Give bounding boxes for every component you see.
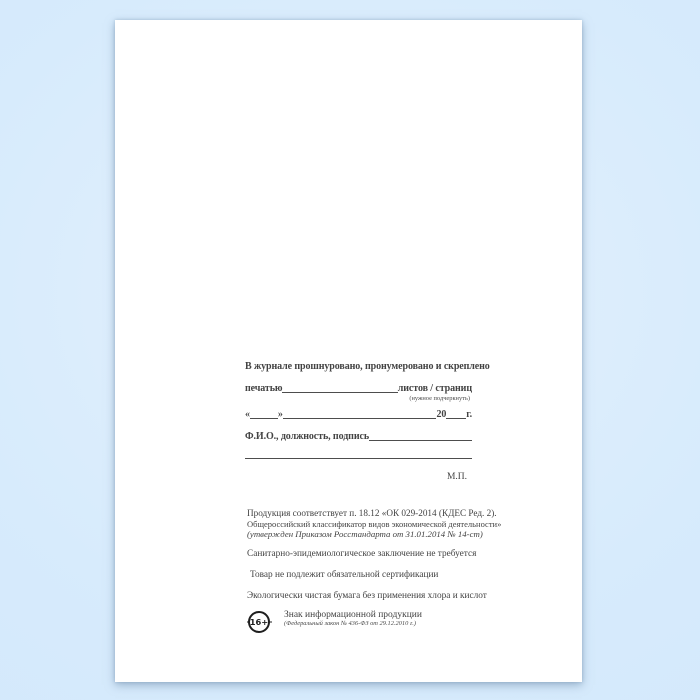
fill-in-line	[282, 392, 397, 393]
imprint-text-block	[245, 361, 502, 651]
year-suffix: г.	[466, 409, 472, 420]
journal-back-page	[115, 20, 582, 682]
certification-statement: Товар не подлежит обязательной сертификации	[250, 570, 439, 580]
underline-note: (нужное подчеркнуть)	[409, 395, 470, 402]
age-mark-text	[284, 610, 422, 627]
binding-statement: В журнале прошнуровано, пронумеровано и скреплено	[245, 361, 490, 372]
classifier-line: Общероссийский классификатор видов экономической деятельности»	[247, 519, 502, 529]
seal-row-suffix: листов / страниц	[397, 383, 472, 394]
open-quote: «	[245, 409, 250, 420]
eco-statement: Экологически чистая бумага без применения хлора и кислот	[247, 591, 487, 601]
age-rating-16plus-icon: 16+	[248, 611, 270, 633]
signature-label: Ф.И.О., должность, подпись	[245, 431, 370, 442]
close-quote: »	[277, 409, 283, 420]
product-conformity-line: Продукция соответствует п. 18.12 «ОК 029-2014 (КДЕС Ред. 2).	[247, 508, 497, 518]
sanitary-statement: Санитарно-эпидемиологическое заключение не требуется	[247, 549, 477, 559]
fill-in-line	[283, 418, 437, 419]
seal-row-prefix: печатью	[245, 383, 283, 394]
age-mark-law-reference: (Федеральный закон № 436-ФЗ от 29.12.2010 г.)	[284, 620, 417, 627]
seal-row	[245, 383, 472, 394]
date-row	[245, 409, 472, 420]
age-mark-title: Знак информационной продукции	[284, 610, 422, 620]
signature-row	[245, 431, 472, 442]
approval-line: (утвержден Приказом Росстандарта от 31.01.2014 № 14-ст)	[247, 529, 483, 539]
seal-place-abbr: М.П.	[446, 472, 467, 482]
fill-in-line-full	[245, 457, 472, 459]
century-prefix: 20	[436, 409, 447, 420]
fill-in-line	[369, 440, 472, 441]
fill-in-line	[250, 418, 278, 419]
age-mark-row	[245, 610, 472, 633]
fill-in-line	[446, 418, 466, 419]
